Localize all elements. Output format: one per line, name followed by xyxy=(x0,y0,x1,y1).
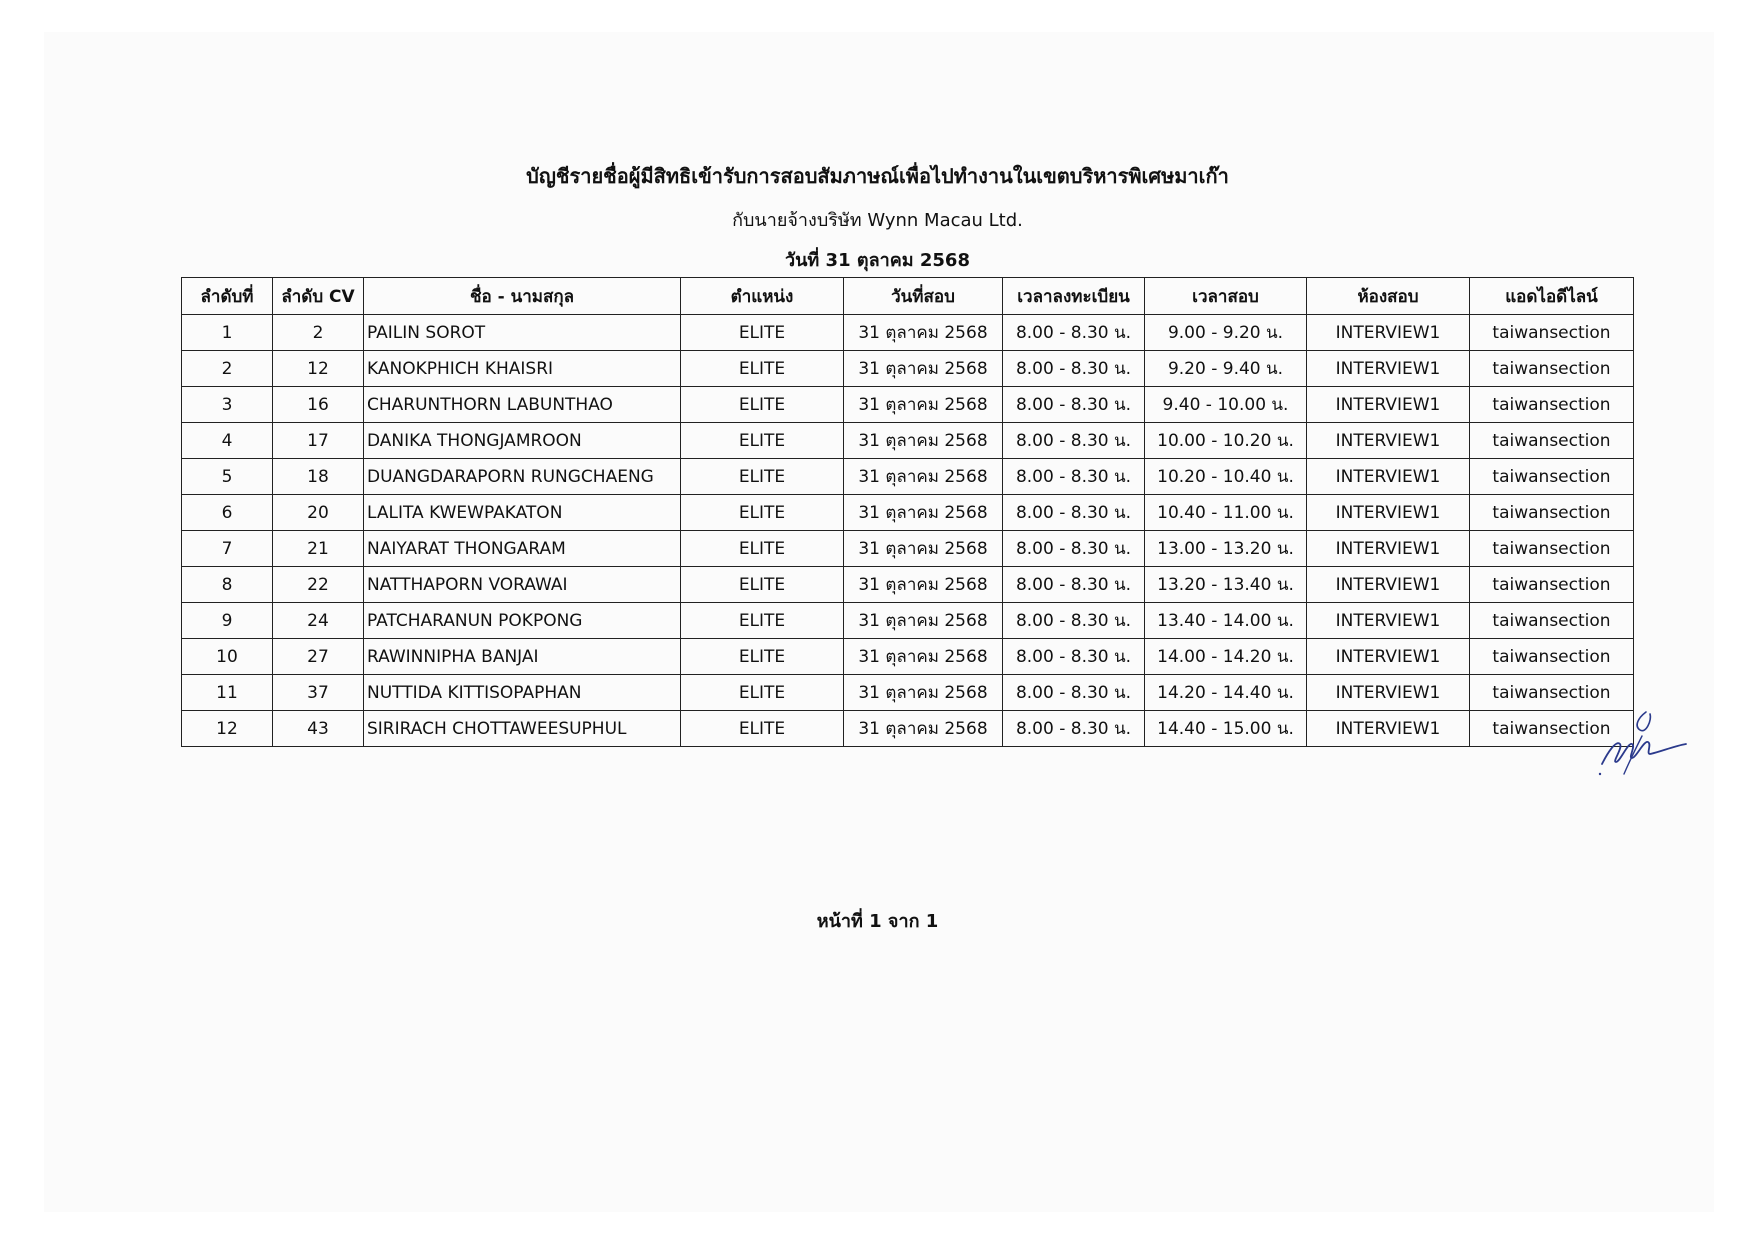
cell-position: ELITE xyxy=(681,675,844,711)
cell-full-name: NUTTIDA KITTISOPAPHAN xyxy=(364,675,681,711)
cell-cv-order: 17 xyxy=(273,423,364,459)
cell-registration-time: 8.00 - 8.30 น. xyxy=(1003,315,1145,351)
cell-exam-time: 9.20 - 9.40 น. xyxy=(1145,351,1307,387)
cell-line-id: taiwansection xyxy=(1470,423,1634,459)
cell-position: ELITE xyxy=(681,495,844,531)
cell-cv-order: 2 xyxy=(273,315,364,351)
cell-exam-room: INTERVIEW1 xyxy=(1307,639,1470,675)
cell-position: ELITE xyxy=(681,639,844,675)
cell-order: 4 xyxy=(182,423,273,459)
cell-cv-order: 43 xyxy=(273,711,364,747)
cell-registration-time: 8.00 - 8.30 น. xyxy=(1003,531,1145,567)
cell-line-id: taiwansection xyxy=(1470,639,1634,675)
cell-line-id: taiwansection xyxy=(1470,495,1634,531)
cell-line-id: taiwansection xyxy=(1470,387,1634,423)
cell-exam-room: INTERVIEW1 xyxy=(1307,711,1470,747)
cell-full-name: CHARUNTHORN LABUNTHAO xyxy=(364,387,681,423)
cell-cv-order: 24 xyxy=(273,603,364,639)
table-row xyxy=(182,567,1634,603)
cell-registration-time: 8.00 - 8.30 น. xyxy=(1003,639,1145,675)
cell-cv-order: 27 xyxy=(273,639,364,675)
cell-order: 6 xyxy=(182,495,273,531)
table-row xyxy=(182,387,1634,423)
table-row xyxy=(182,711,1634,747)
table-row xyxy=(182,351,1634,387)
cell-position: ELITE xyxy=(681,315,844,351)
cell-cv-order: 12 xyxy=(273,351,364,387)
cell-position: ELITE xyxy=(681,531,844,567)
cell-exam-room: INTERVIEW1 xyxy=(1307,495,1470,531)
cell-exam-date: 31 ตุลาคม 2568 xyxy=(844,351,1003,387)
cell-cv-order: 20 xyxy=(273,495,364,531)
page-number: หน้าที่ 1 จาก 1 xyxy=(816,911,939,932)
cell-order: 10 xyxy=(182,639,273,675)
header-position: ตำแหน่ง xyxy=(681,278,844,315)
document-subtitle-employer: กับนายจ้างบริษัท Wynn Macau Ltd. xyxy=(732,210,1023,231)
cell-order: 8 xyxy=(182,567,273,603)
header-order: ลำดับที่ xyxy=(182,278,273,315)
cell-position: ELITE xyxy=(681,387,844,423)
cell-full-name: PATCHARANUN POKPONG xyxy=(364,603,681,639)
cell-exam-date: 31 ตุลาคม 2568 xyxy=(844,495,1003,531)
cell-exam-time: 10.20 - 10.40 น. xyxy=(1145,459,1307,495)
cell-position: ELITE xyxy=(681,351,844,387)
table-row xyxy=(182,675,1634,711)
cell-exam-date: 31 ตุลาคม 2568 xyxy=(844,639,1003,675)
cell-exam-time: 14.20 - 14.40 น. xyxy=(1145,675,1307,711)
cell-exam-date: 31 ตุลาคม 2568 xyxy=(844,423,1003,459)
header-full-name: ชื่อ - นามสกุล xyxy=(364,278,681,315)
cell-registration-time: 8.00 - 8.30 น. xyxy=(1003,675,1145,711)
cell-position: ELITE xyxy=(681,711,844,747)
cell-order: 5 xyxy=(182,459,273,495)
header-exam-time: เวลาสอบ xyxy=(1145,278,1307,315)
cell-full-name: SIRIRACH CHOTTAWEESUPHUL xyxy=(364,711,681,747)
document-subtitle-date: วันที่ 31 ตุลาคม 2568 xyxy=(785,250,970,271)
cell-full-name: KANOKPHICH KHAISRI xyxy=(364,351,681,387)
cell-line-id: taiwansection xyxy=(1470,351,1634,387)
cell-exam-date: 31 ตุลาคม 2568 xyxy=(844,567,1003,603)
table-body xyxy=(182,315,1634,747)
cell-position: ELITE xyxy=(681,459,844,495)
table-header-row xyxy=(182,278,1634,315)
cell-order: 7 xyxy=(182,531,273,567)
header-exam-room: ห้องสอบ xyxy=(1307,278,1470,315)
cell-exam-date: 31 ตุลาคม 2568 xyxy=(844,387,1003,423)
cell-exam-room: INTERVIEW1 xyxy=(1307,459,1470,495)
handwritten-signature-icon xyxy=(1590,700,1690,780)
cell-exam-date: 31 ตุลาคม 2568 xyxy=(844,315,1003,351)
table-row xyxy=(182,639,1634,675)
cell-order: 9 xyxy=(182,603,273,639)
cell-exam-time: 14.00 - 14.20 น. xyxy=(1145,639,1307,675)
cell-full-name: RAWINNIPHA BANJAI xyxy=(364,639,681,675)
cell-registration-time: 8.00 - 8.30 น. xyxy=(1003,567,1145,603)
cell-exam-date: 31 ตุลาคม 2568 xyxy=(844,675,1003,711)
cell-line-id: taiwansection xyxy=(1470,567,1634,603)
header-cv-order: ลำดับ CV xyxy=(273,278,364,315)
cell-line-id: taiwansection xyxy=(1470,711,1634,747)
cell-line-id: taiwansection xyxy=(1470,459,1634,495)
cell-cv-order: 18 xyxy=(273,459,364,495)
header-line-id: แอดไอดีไลน์ xyxy=(1470,278,1634,315)
cell-exam-date: 31 ตุลาคม 2568 xyxy=(844,603,1003,639)
cell-exam-room: INTERVIEW1 xyxy=(1307,531,1470,567)
cell-exam-room: INTERVIEW1 xyxy=(1307,387,1470,423)
cell-order: 2 xyxy=(182,351,273,387)
cell-exam-room: INTERVIEW1 xyxy=(1307,567,1470,603)
cell-exam-date: 31 ตุลาคม 2568 xyxy=(844,459,1003,495)
cell-full-name: DUANGDARAPORN RUNGCHAENG xyxy=(364,459,681,495)
cell-exam-time: 13.40 - 14.00 น. xyxy=(1145,603,1307,639)
cell-registration-time: 8.00 - 8.30 น. xyxy=(1003,423,1145,459)
cell-exam-time: 13.00 - 13.20 น. xyxy=(1145,531,1307,567)
cell-exam-time: 10.40 - 11.00 น. xyxy=(1145,495,1307,531)
cell-cv-order: 37 xyxy=(273,675,364,711)
cell-registration-time: 8.00 - 8.30 น. xyxy=(1003,459,1145,495)
cell-order: 12 xyxy=(182,711,273,747)
cell-exam-room: INTERVIEW1 xyxy=(1307,675,1470,711)
cell-registration-time: 8.00 - 8.30 น. xyxy=(1003,495,1145,531)
cell-exam-date: 31 ตุลาคม 2568 xyxy=(844,711,1003,747)
cell-exam-room: INTERVIEW1 xyxy=(1307,351,1470,387)
interview-schedule-table xyxy=(181,277,1634,747)
cell-position: ELITE xyxy=(681,603,844,639)
cell-exam-time: 9.40 - 10.00 น. xyxy=(1145,387,1307,423)
cell-full-name: PAILIN SOROT xyxy=(364,315,681,351)
cell-registration-time: 8.00 - 8.30 น. xyxy=(1003,387,1145,423)
cell-line-id: taiwansection xyxy=(1470,531,1634,567)
cell-registration-time: 8.00 - 8.30 น. xyxy=(1003,351,1145,387)
header-exam-date: วันที่สอบ xyxy=(844,278,1003,315)
header-registration-time: เวลาลงทะเบียน xyxy=(1003,278,1145,315)
table-row xyxy=(182,495,1634,531)
cell-exam-time: 10.00 - 10.20 น. xyxy=(1145,423,1307,459)
cell-exam-room: INTERVIEW1 xyxy=(1307,423,1470,459)
cell-line-id: taiwansection xyxy=(1470,675,1634,711)
cell-full-name: NATTHAPORN VORAWAI xyxy=(364,567,681,603)
cell-line-id: taiwansection xyxy=(1470,315,1634,351)
document-title: บัญชีรายชื่อผู้มีสิทธิเข้ารับการสอบสัมภาษณ์เพื่อไปทำงานในเขตบริหารพิเศษมาเก๊า xyxy=(526,164,1229,188)
cell-exam-room: INTERVIEW1 xyxy=(1307,603,1470,639)
table-row xyxy=(182,603,1634,639)
cell-position: ELITE xyxy=(681,567,844,603)
table-row xyxy=(182,315,1634,351)
cell-exam-time: 14.40 - 15.00 น. xyxy=(1145,711,1307,747)
cell-full-name: DANIKA THONGJAMROON xyxy=(364,423,681,459)
cell-cv-order: 16 xyxy=(273,387,364,423)
cell-exam-time: 9.00 - 9.20 น. xyxy=(1145,315,1307,351)
cell-order: 11 xyxy=(182,675,273,711)
cell-exam-time: 13.20 - 13.40 น. xyxy=(1145,567,1307,603)
cell-exam-room: INTERVIEW1 xyxy=(1307,315,1470,351)
cell-order: 3 xyxy=(182,387,273,423)
cell-cv-order: 21 xyxy=(273,531,364,567)
cell-full-name: LALITA KWEWPAKATON xyxy=(364,495,681,531)
cell-registration-time: 8.00 - 8.30 น. xyxy=(1003,603,1145,639)
table-row xyxy=(182,459,1634,495)
cell-position: ELITE xyxy=(681,423,844,459)
cell-exam-date: 31 ตุลาคม 2568 xyxy=(844,531,1003,567)
table-row xyxy=(182,423,1634,459)
cell-full-name: NAIYARAT THONGARAM xyxy=(364,531,681,567)
cell-order: 1 xyxy=(182,315,273,351)
cell-registration-time: 8.00 - 8.30 น. xyxy=(1003,711,1145,747)
cell-cv-order: 22 xyxy=(273,567,364,603)
table-row xyxy=(182,531,1634,567)
cell-line-id: taiwansection xyxy=(1470,603,1634,639)
